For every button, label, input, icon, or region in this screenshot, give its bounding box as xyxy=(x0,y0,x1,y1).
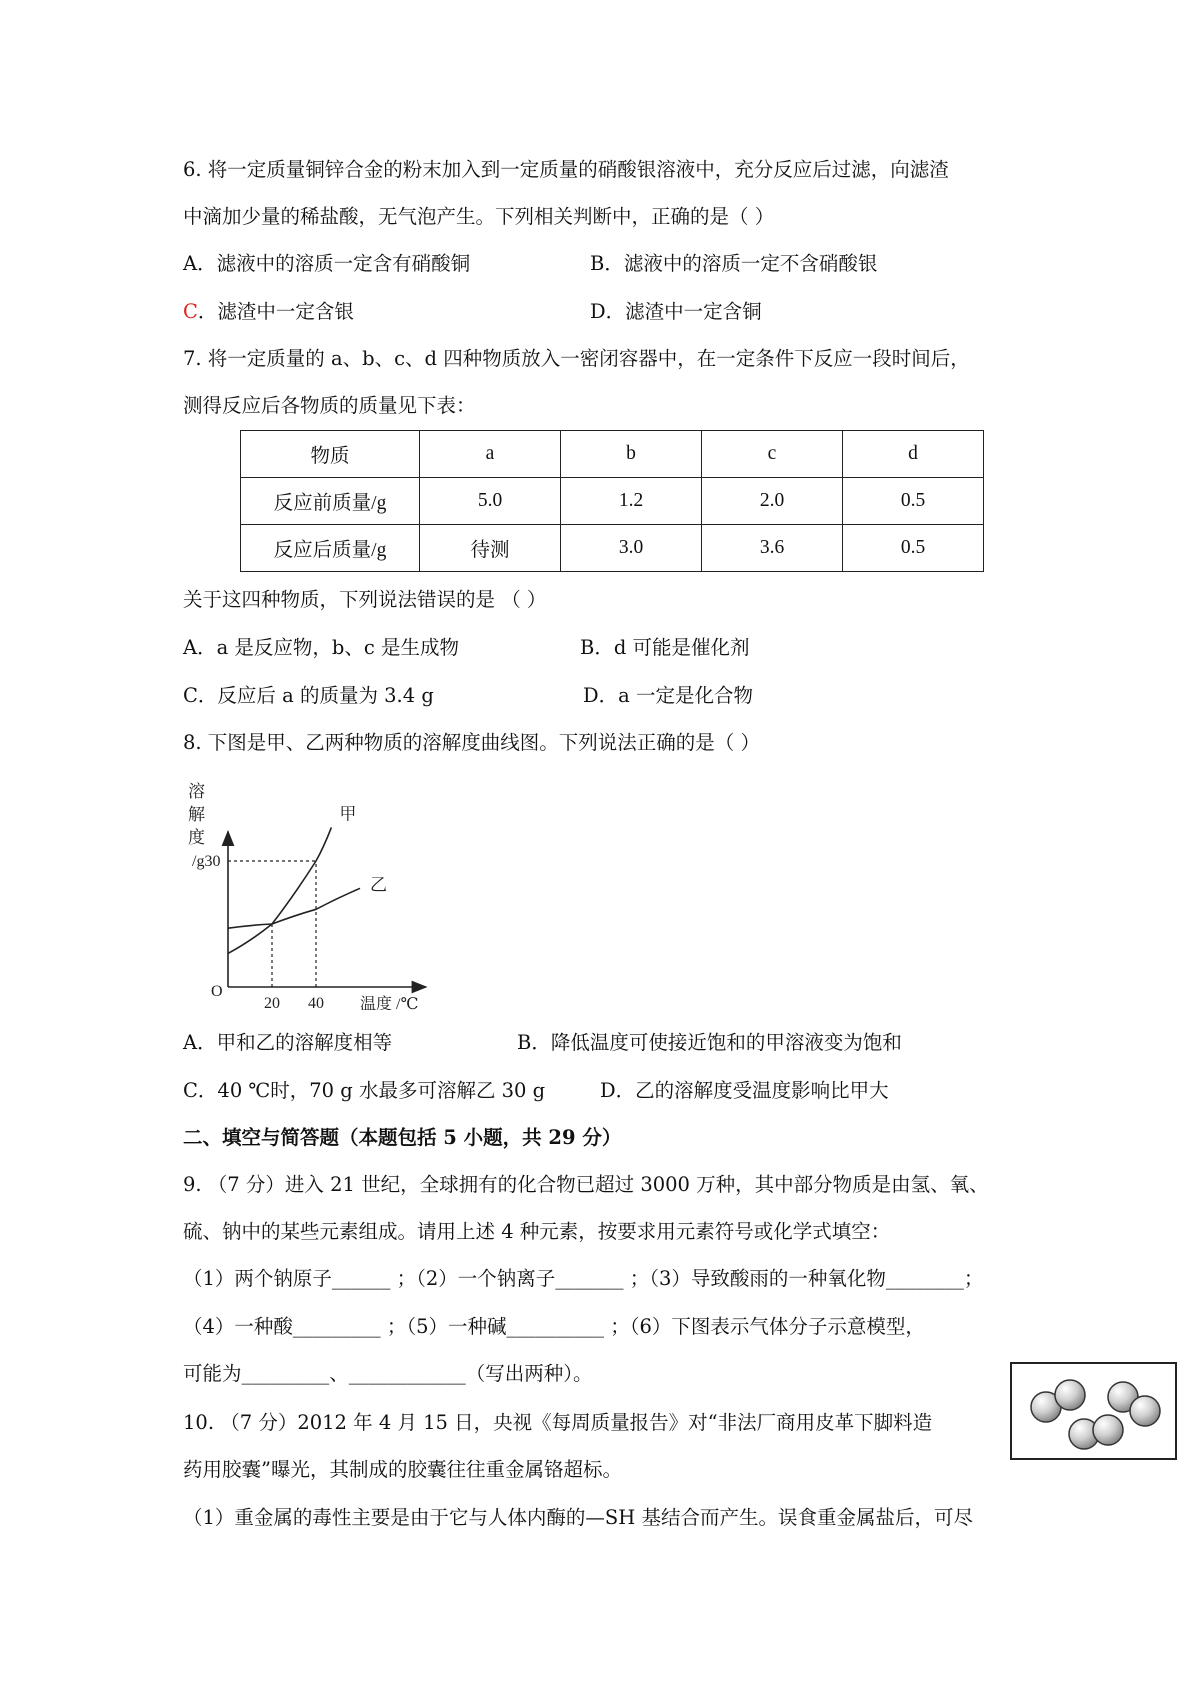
q9-blanks-line2: （4）一种酸_________ ；（5）一种碱__________ ；（6）下图表示气体分子示意模型， xyxy=(183,1315,925,1338)
y-axis-label-char: 解 xyxy=(188,805,205,824)
q10-stem-line1: 10. （7 分）2012 年 4 月 15 日，央视《每周质量报告》对“非法厂商用皮革下脚料造 xyxy=(183,1411,933,1434)
q6-option-c-text: ．滤渣中一定含银 xyxy=(197,300,354,323)
table-cell: 反应后质量/g xyxy=(241,525,420,572)
x-tick-label: 40 xyxy=(308,995,324,1010)
series-label: 甲 xyxy=(339,804,357,824)
q7-option-c: C．反应后 a 的质量为 3.4 g xyxy=(183,684,434,707)
q6-option-a: A．滤液中的溶质一定含有硝酸铜 xyxy=(183,252,471,275)
q9-stem-line1: 9. （7 分）进入 21 世纪，全球拥有的化合物已超过 3000 万种，其中部分物质是由氢、氧、 xyxy=(183,1173,989,1196)
x-tick-label: 20 xyxy=(264,995,280,1010)
q8-option-d: D．乙的溶解度受温度影响比甲大 xyxy=(600,1079,889,1102)
table-row xyxy=(241,431,984,478)
table-cell: 0.5 xyxy=(843,525,984,572)
q10-stem-line2: 药用胶囊”曝光，其制成的胶囊往往重金属铬超标。 xyxy=(183,1458,622,1481)
atom-icon xyxy=(1130,1396,1160,1426)
x-axis-label: 温度 /℃ xyxy=(360,996,419,1010)
atom-icon xyxy=(1093,1415,1123,1445)
q7-stem-line2: 测得反应后各物质的质量见下表： xyxy=(183,394,476,417)
q8-option-a: A．甲和乙的溶解度相等 xyxy=(183,1031,393,1054)
q6-option-c xyxy=(183,299,354,325)
solubility-chart xyxy=(180,775,460,1010)
q10-stem-line3: （1）重金属的毒性主要是由于它与人体内酶的—SH 基结合而产生。误食重金属盐后，可尽 xyxy=(183,1506,973,1529)
q8-option-c: C．40 ℃时，70 g 水最多可溶解乙 30 g xyxy=(183,1079,546,1102)
y-axis-label-char: 溶 xyxy=(188,782,205,801)
q6-option-c-letter: C xyxy=(183,300,198,323)
table-cell: b xyxy=(561,431,702,478)
table-cell: 3.0 xyxy=(561,525,702,572)
q7-option-a: A．a 是反应物，b、c 是生成物 xyxy=(183,636,460,659)
series-label: 乙 xyxy=(370,875,387,895)
q6-stem-line2: 中滴加少量的稀盐酸，无气泡产生。下列相关判断中，正确的是（ ） xyxy=(183,205,775,228)
atom-icon xyxy=(1055,1380,1085,1410)
table-row xyxy=(241,478,984,525)
q6-stem-line1: 6. 将一定质量铜锌合金的粉末加入到一定质量的硝酸银溶液中，充分反应后过滤，向滤渣 xyxy=(183,158,949,181)
origin-label: O xyxy=(211,983,223,1000)
table-cell: c xyxy=(702,431,843,478)
q6-option-b: B．滤液中的溶质一定不含硝酸银 xyxy=(590,252,878,275)
table-cell: 物质 xyxy=(241,431,420,478)
table-cell: d xyxy=(843,431,984,478)
q7-option-b: B．d 可能是催化剂 xyxy=(580,636,750,659)
table-cell: 3.6 xyxy=(702,525,843,572)
table-row xyxy=(241,525,984,572)
table-cell: 1.2 xyxy=(561,478,702,525)
table-cell: 待测 xyxy=(420,525,561,572)
table-cell: 2.0 xyxy=(702,478,843,525)
q7-stem-line1: 7. 将一定质量的 a、b、c、d 四种物质放入一密闭容器中，在一定条件下反应一段时间后， xyxy=(183,347,970,370)
table-cell: 0.5 xyxy=(843,478,984,525)
q9-blanks-line3: 可能为_________、____________（写出两种）。 xyxy=(183,1362,593,1385)
gas-molecule-model xyxy=(1010,1362,1178,1462)
q9-blanks-line1: （1）两个钠原子______ ；（2）一个钠离子_______ ；（3）导致酸雨的一种氧化物________； xyxy=(183,1267,984,1290)
q8-stem: 8. 下图是甲、乙两种物质的溶解度曲线图。下列说法正确的是（ ） xyxy=(183,731,761,754)
q9-stem-line2: 硫、钠中的某些元素组成。请用上述 4 种元素，按要求用元素符号或化学式填空： xyxy=(183,1220,891,1243)
q7-mass-table xyxy=(240,430,984,572)
q8-option-b: B．降低温度可使接近饱和的甲溶液变为饱和 xyxy=(517,1031,902,1054)
q7-stem-line3: 关于这四种物质，下列说法错误的是 （ ） xyxy=(183,588,547,611)
y-axis-label-char: 度 xyxy=(188,828,205,847)
table-cell: 反应前质量/g xyxy=(241,478,420,525)
q6-option-d: D．滤渣中一定含铜 xyxy=(590,300,762,323)
table-cell: a xyxy=(420,431,561,478)
q7-option-d: D．a 一定是化合物 xyxy=(583,684,753,707)
section-title: 二、填空与简答题（本题包括 5 小题，共 29 分） xyxy=(183,1126,622,1149)
y-tick-label: /g30 xyxy=(192,853,221,870)
table-cell: 5.0 xyxy=(420,478,561,525)
